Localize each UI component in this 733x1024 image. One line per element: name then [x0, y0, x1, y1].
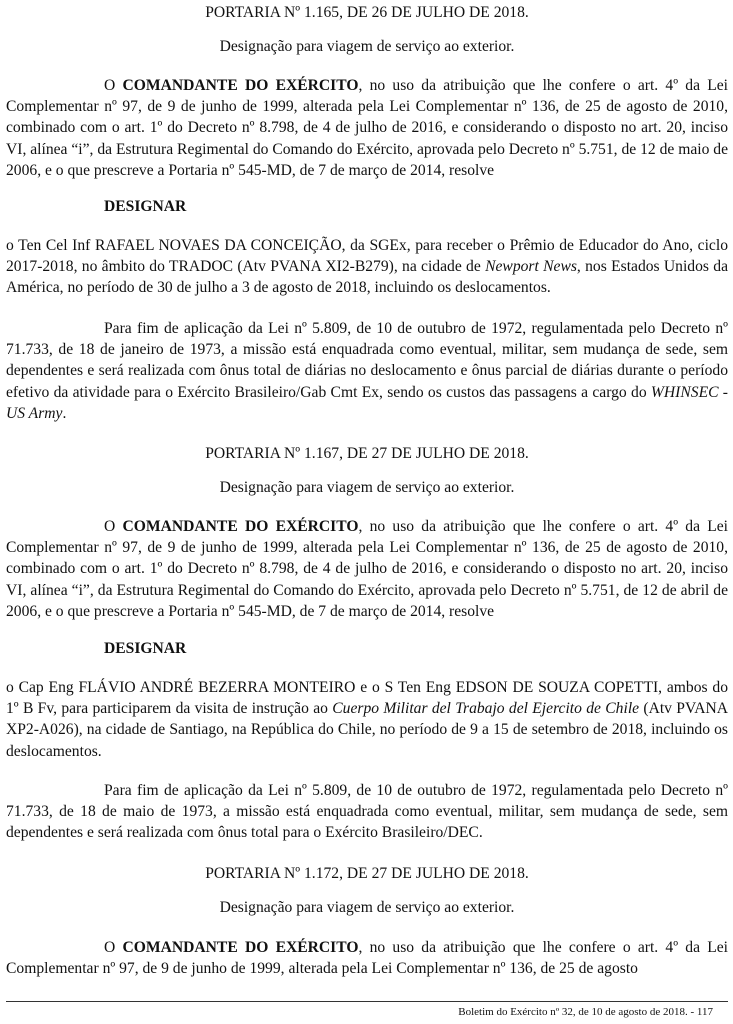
portaria-3-subtitle: Designação para viagem de serviço ao exterior.: [219, 899, 515, 916]
footer-rule: [6, 1001, 728, 1002]
portaria-2-final: Para fim de aplicação da Lei nº 5.809, de 10 de outubro de 1972, regulamentada pelo Decreto nº 71.733, de 18 de maio de 1973, a missão está enquadrada como eventual, militar, sem mudança de sede, sem dependentes e será realizada com ônus total para o Exército Brasileiro/DEC.: [6, 782, 728, 842]
portaria-1-final: Para fim de aplicação da Lei nº 5.809, de 10 de outubro de 1972, regulamentada pelo Decreto nº 71.733, de 18 de janeiro de 1973, a missão está enquadrada como eventual, militar, sem mudança de sede, sem dependentes e será realizada com ônus total de diárias no deslocamento e ônus parcial de diárias durante o período efetivo da atividade para o Exército Brasileiro/Gab Cmt Ex, sendo os custos das passagens a cargo do WHINSEC - US Army.: [6, 320, 728, 422]
portaria-3-intro: O COMANDANTE DO EXÉRCITO, no uso da atribuição que lhe confere o art. 4º da Lei Complementar nº 97, de 9 de junho de 1999, alterada pela Lei Complementar nº 136, de 25 de agosto: [6, 939, 728, 978]
portaria-1-body: o Ten Cel Inf RAFAEL NOVAES DA CONCEIÇÃO, da SGEx, para receber o Prêmio de Educador do Ano, ciclo 2017-2018, no âmbito do TRADOC (Atv PVANA XI2-B279), na cidade de Newport News, nos Estados Unidos da América, no período de 30 de julho a 3 de agosto de 2018, incluindo os deslocamentos.: [6, 237, 729, 297]
portaria-2-title: PORTARIA Nº 1.167, DE 27 DE JULHO DE 2018.: [205, 445, 529, 462]
portaria-2-body: o Cap Eng FLÁVIO ANDRÉ BEZERRA MONTEIRO e o S Ten Eng EDSON DE SOUZA COPETTI, ambos do 1º B Fv, para participarem da visita de instrução ao Cuerpo Militar del Trabajo del Ejercito de Chile (Atv PVANA XP2-A026), na cidade de Santiago, na República do Chile, no período de 9 a 15 de setembro de 2018, incluindo os deslocamentos.: [6, 679, 728, 760]
page-footer: Boletim do Exército nº 32, de 10 de agosto de 2018. - 117: [458, 1006, 713, 1018]
portaria-3-title: PORTARIA Nº 1.172, DE 27 DE JULHO DE 2018.: [205, 865, 529, 882]
portaria-2-intro: O COMANDANTE DO EXÉRCITO, no uso da atribuição que lhe confere o art. 4º da Lei Complementar nº 97, de 9 de junho de 1999, alterada pela Lei Complementar nº 136, de 25 de agosto de 2010, combinado com o art. 1º do Decreto nº 8.798, de 4 de julho de 2016, e considerando o disposto no art. 20, inciso VI, alínea “i”, da Estrutura Regimental do Comando do Exército, aprovada pelo Decreto nº 5.751, de 12 de abril de 2006, e o que prescreve a Portaria nº 545-MD, de 7 de março de 2014, resolve: [6, 518, 728, 620]
portaria-2-designar: DESIGNAR: [104, 640, 187, 657]
portaria-1-designar: DESIGNAR: [104, 198, 187, 215]
portaria-2-subtitle: Designação para viagem de serviço ao exterior.: [219, 479, 515, 496]
portaria-1-intro: O COMANDANTE DO EXÉRCITO, no uso da atribuição que lhe confere o art. 4º da Lei Complementar nº 97, de 9 de junho de 1999, alterada pela Lei Complementar nº 136, de 25 de agosto de 2010, combinado com o art. 1º do Decreto nº 8.798, de 4 de julho de 2016, e considerando o disposto no art. 20, inciso VI, alínea “i”, da Estrutura Regimental do Comando do Exército, aprovada pelo Decreto nº 5.751, de 12 de maio de 2006, e o que prescreve a Portaria nº 545-MD, de 7 de março de 2014, resolve: [6, 77, 728, 179]
portaria-1-subtitle: Designação para viagem de serviço ao exterior.: [219, 38, 515, 55]
portaria-1-title: PORTARIA Nº 1.165, DE 26 DE JULHO DE 2018.: [205, 4, 529, 21]
